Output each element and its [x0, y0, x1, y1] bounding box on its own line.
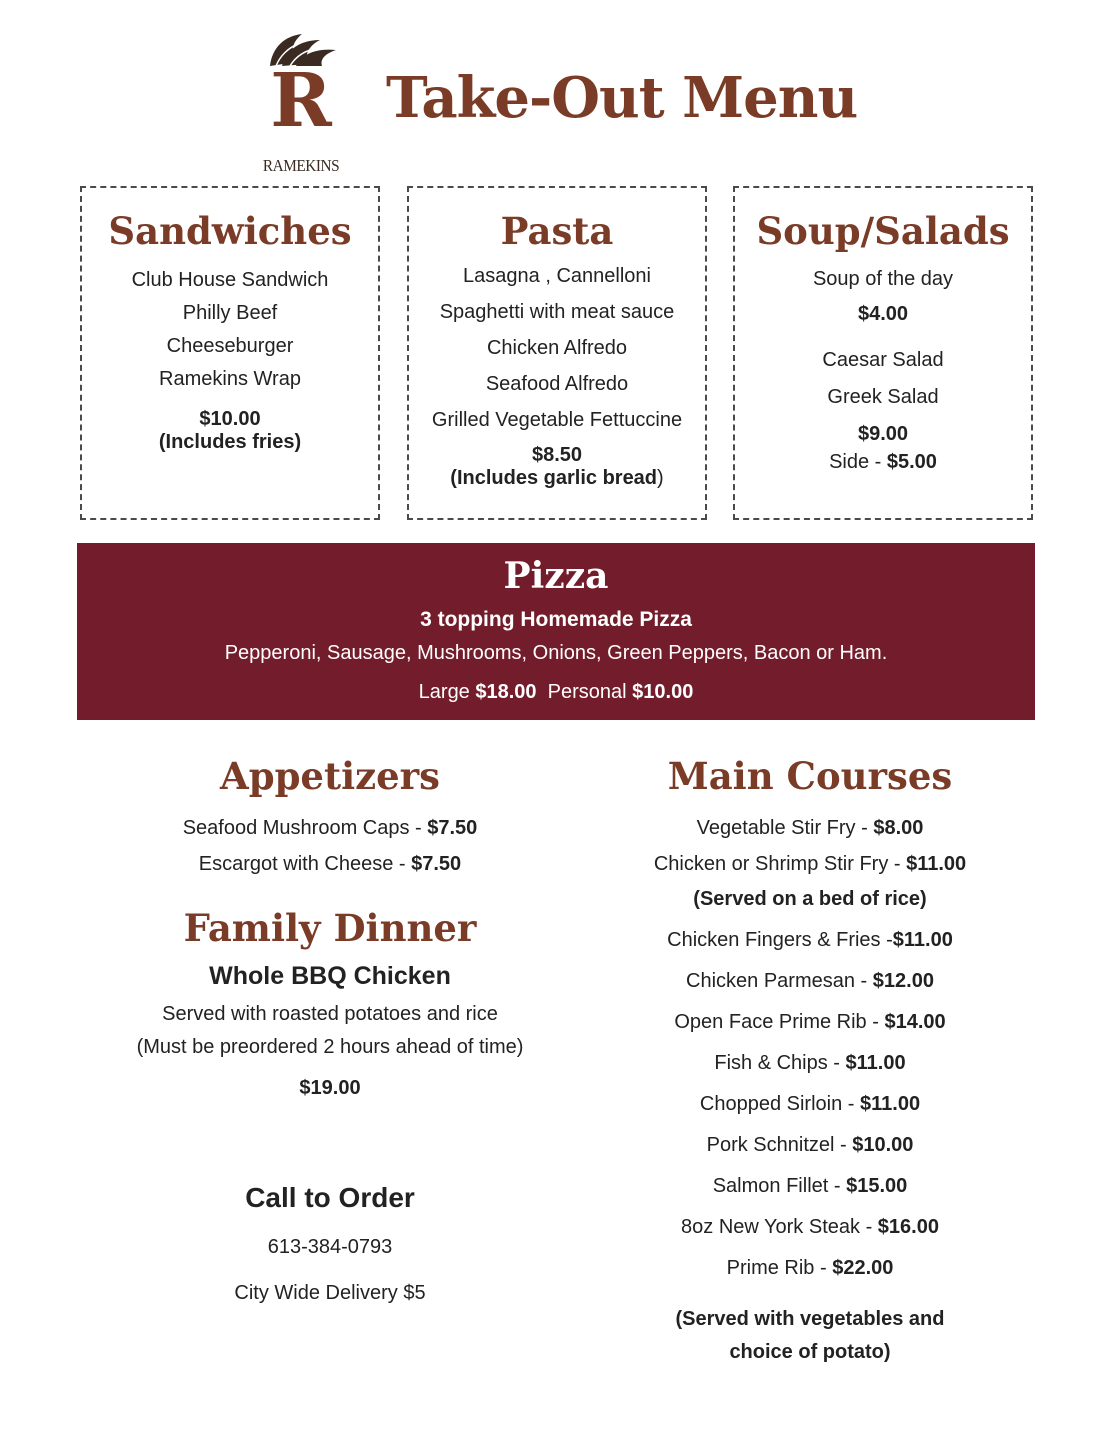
sandwiches-note: (Includes fries): [158, 431, 302, 453]
rice-note: (Served on a bed of rice): [693, 888, 927, 910]
sandwiches-price: $10.00: [199, 408, 261, 430]
delivery-info: City Wide Delivery $5: [234, 1282, 426, 1304]
appetizers-heading: Appetizers: [219, 754, 440, 798]
page-title: Take-Out Menu: [386, 65, 858, 131]
main-courses-note-1: (Served with vegetables and: [675, 1308, 945, 1330]
pizza-banner: [77, 543, 1035, 720]
menu-item: Spaghetti with meat sauce: [439, 301, 675, 323]
family-dinner-note: (Must be preordered 2 hours ahead of time): [136, 1036, 524, 1058]
pizza-heading: Pizza: [503, 555, 609, 597]
main-courses-heading: Main Courses: [667, 754, 953, 798]
family-dinner-heading: Family Dinner: [183, 906, 477, 950]
family-dinner-dish: Whole BBQ Chicken: [209, 962, 451, 990]
pizza-toppings: Pepperoni, Sausage, Mushrooms, Onions, Green Peppers, Bacon or Ham.: [224, 642, 888, 664]
left-column: [80, 750, 580, 1310]
menu-item: Chopped Sirloin - $11.00: [699, 1093, 921, 1115]
menu-item: Pork Schnitzel - $10.00: [706, 1134, 914, 1156]
menu-item: Vegetable Stir Fry - $8.00: [696, 817, 924, 839]
logo-text: RAMEKINS: [262, 156, 340, 175]
family-dinner-served: Served with roasted potatoes and rice: [162, 1003, 498, 1025]
pizza-prices: Large $18.00 Personal $10.00: [418, 681, 694, 703]
main-courses-note-2: choice of potato): [729, 1341, 891, 1363]
phone-number[interactable]: 613-384-0793: [267, 1236, 393, 1258]
pasta-heading: Pasta: [500, 209, 614, 253]
right-column: [560, 750, 1060, 1369]
pasta-note: (Includes garlic bread): [450, 467, 664, 489]
salad-price: $9.00: [857, 423, 909, 445]
side-price: Side - $5.00: [829, 451, 937, 473]
menu-item: Grilled Vegetable Fettuccine: [431, 409, 683, 431]
pasta-box: [407, 186, 707, 520]
pasta-price: $8.50: [531, 444, 583, 466]
menu-item: Cheeseburger: [166, 335, 294, 357]
soup-salads-box: [733, 186, 1033, 520]
menu-item: Greek Salad: [827, 386, 939, 408]
menu-item: Chicken Parmesan - $12.00: [686, 970, 934, 992]
menu-item: Philly Beef: [182, 302, 278, 324]
menu-item: Chicken Fingers & Fries -$11.00: [667, 929, 953, 951]
menu-item: Chicken or Shrimp Stir Fry - $11.00: [653, 853, 967, 875]
soup-price: $4.00: [857, 303, 909, 325]
sandwiches-box: [80, 186, 380, 520]
menu-item: Chicken Alfredo: [486, 337, 628, 359]
menu-item: Fish & Chips - $11.00: [714, 1052, 906, 1074]
family-dinner-price: $19.00: [299, 1077, 361, 1099]
menu-item: Lasagna , Cannelloni: [463, 265, 651, 287]
menu-item: Ramekins Wrap: [159, 368, 301, 390]
soup-salads-heading: Soup/Salads: [756, 209, 1010, 253]
menu-item: Soup of the day: [812, 268, 954, 290]
ramekins-logo: [258, 28, 344, 175]
menu-item: Caesar Salad: [822, 349, 944, 371]
pizza-subtitle: 3 topping Homemade Pizza: [420, 608, 692, 631]
menu-item: 8oz New York Steak - $16.00: [681, 1216, 939, 1238]
menu-item: Escargot with Cheese - $7.50: [198, 853, 462, 875]
call-to-order-heading: Call to Order: [245, 1182, 415, 1213]
logo-letter: R: [270, 58, 332, 144]
menu-item: Prime Rib - $22.00: [726, 1257, 894, 1279]
menu-item: Salmon Fillet - $15.00: [712, 1175, 908, 1197]
menu-item: Seafood Alfredo: [485, 373, 629, 395]
sandwiches-heading: Sandwiches: [108, 209, 352, 253]
menu-item: Seafood Mushroom Caps - $7.50: [182, 817, 478, 839]
menu-item: Club House Sandwich: [131, 269, 329, 291]
menu-item: Open Face Prime Rib - $14.00: [674, 1011, 946, 1033]
